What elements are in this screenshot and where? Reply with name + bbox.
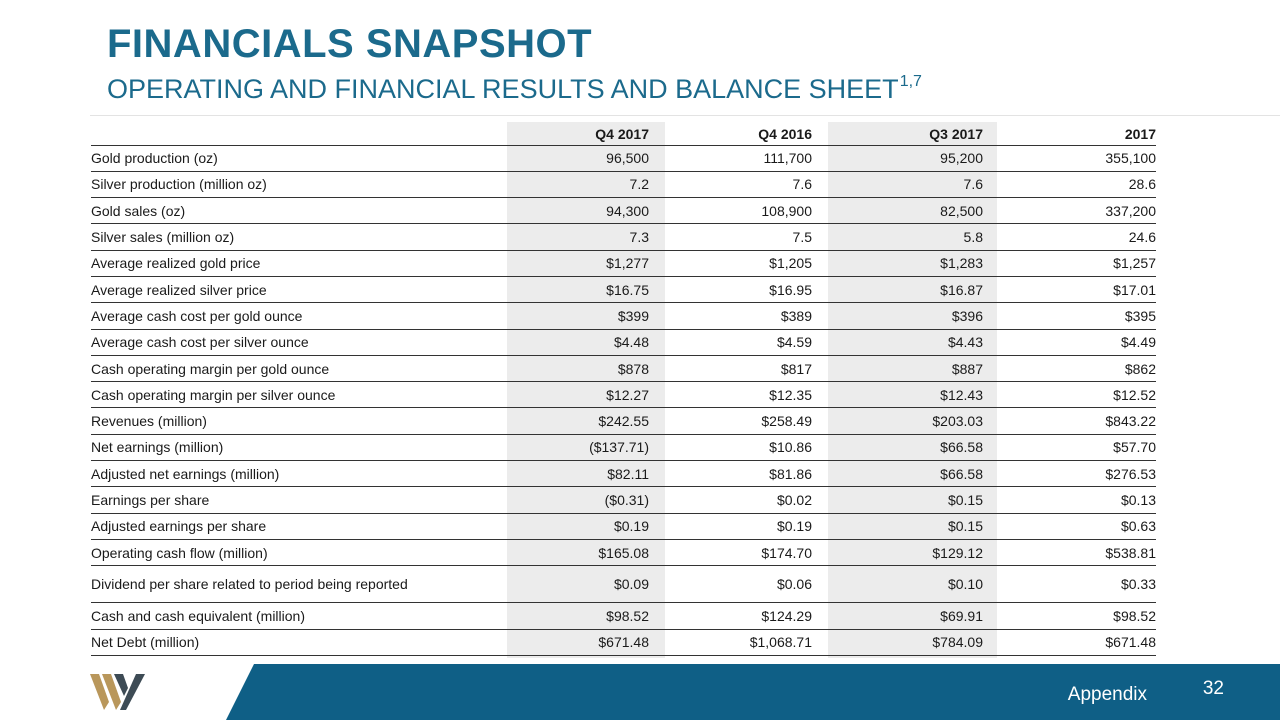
- cell-q4-2017: $878: [507, 355, 665, 381]
- cell-q4-2017: $0.09: [507, 566, 665, 603]
- cell-q3-2017: $396: [828, 303, 997, 329]
- row-label: Silver production (million oz): [91, 171, 507, 197]
- cell-2017: $671.48: [997, 629, 1156, 655]
- cell-q4-2017: $242.55: [507, 408, 665, 434]
- cell-2017: $1,257: [997, 250, 1156, 276]
- cell-q3-2017: $129.12: [828, 539, 997, 565]
- row-label: Average realized gold price: [91, 250, 507, 276]
- cell-q4-2017: $671.48: [507, 629, 665, 655]
- cell-2017: $12.52: [997, 382, 1156, 408]
- cell-2017: 24.6: [997, 224, 1156, 250]
- cell-2017: $276.53: [997, 461, 1156, 487]
- table-body: [91, 145, 1156, 655]
- cell-q4-2016: $16.95: [665, 276, 828, 302]
- cell-q3-2017: 82,500: [828, 198, 997, 224]
- table-header-row: [91, 122, 1156, 145]
- cell-q3-2017: $69.91: [828, 603, 997, 629]
- row-label: Average cash cost per gold ounce: [91, 303, 507, 329]
- table-row: [91, 224, 1156, 250]
- subtitle-text: OPERATING AND FINANCIAL RESULTS AND BALANCE SHEET: [107, 74, 899, 104]
- cell-q4-2016: $10.86: [665, 434, 828, 460]
- cell-2017: $0.33: [997, 566, 1156, 603]
- row-label: Cash operating margin per silver ounce: [91, 382, 507, 408]
- financials-table: [91, 122, 1156, 656]
- cell-q3-2017: $66.58: [828, 434, 997, 460]
- cell-q3-2017: $0.15: [828, 487, 997, 513]
- cell-2017: $98.52: [997, 603, 1156, 629]
- row-label: Operating cash flow (million): [91, 539, 507, 565]
- row-label: Cash operating margin per gold ounce: [91, 355, 507, 381]
- table-row: [91, 145, 1156, 171]
- slide-title: FINANCIALS SNAPSHOT: [107, 22, 593, 66]
- title-divider: [90, 115, 1280, 116]
- cell-q4-2016: 7.5: [665, 224, 828, 250]
- table-row: [91, 603, 1156, 629]
- row-label: Earnings per share: [91, 487, 507, 513]
- cell-q4-2017: 94,300: [507, 198, 665, 224]
- table-row: [91, 487, 1156, 513]
- cell-2017: 28.6: [997, 171, 1156, 197]
- table-row: [91, 276, 1156, 302]
- slide-subtitle: [107, 74, 922, 105]
- cell-q4-2016: $1,068.71: [665, 629, 828, 655]
- cell-q4-2017: $1,277: [507, 250, 665, 276]
- cell-q3-2017: $16.87: [828, 276, 997, 302]
- cell-q4-2017: ($0.31): [507, 487, 665, 513]
- table-row: [91, 329, 1156, 355]
- cell-q4-2017: $4.48: [507, 329, 665, 355]
- cell-q4-2016: $12.35: [665, 382, 828, 408]
- cell-q4-2016: 7.6: [665, 171, 828, 197]
- table-row: [91, 303, 1156, 329]
- row-label: Average cash cost per silver ounce: [91, 329, 507, 355]
- cell-q3-2017: 7.6: [828, 171, 997, 197]
- cell-q4-2016: 108,900: [665, 198, 828, 224]
- cell-q4-2017: $98.52: [507, 603, 665, 629]
- table-row: [91, 198, 1156, 224]
- row-label: Adjusted net earnings (million): [91, 461, 507, 487]
- row-label: Gold production (oz): [91, 145, 507, 171]
- footer-bar: [0, 664, 1280, 720]
- cell-q4-2017: 7.2: [507, 171, 665, 197]
- cell-q4-2017: $16.75: [507, 276, 665, 302]
- row-label: Silver sales (million oz): [91, 224, 507, 250]
- cell-2017: 337,200: [997, 198, 1156, 224]
- cell-2017: $862: [997, 355, 1156, 381]
- table-row: [91, 513, 1156, 539]
- cell-q4-2016: $0.06: [665, 566, 828, 603]
- cell-q3-2017: 95,200: [828, 145, 997, 171]
- cell-2017: 355,100: [997, 145, 1156, 171]
- cell-q4-2016: $0.19: [665, 513, 828, 539]
- cell-q4-2016: $124.29: [665, 603, 828, 629]
- row-label: Net earnings (million): [91, 434, 507, 460]
- table-row: [91, 434, 1156, 460]
- cell-q3-2017: $1,283: [828, 250, 997, 276]
- table-row: [91, 382, 1156, 408]
- column-header-2017: 2017: [997, 122, 1156, 145]
- cell-q4-2016: 111,700: [665, 145, 828, 171]
- cell-q3-2017: $0.10: [828, 566, 997, 603]
- table-row: [91, 461, 1156, 487]
- cell-q3-2017: $12.43: [828, 382, 997, 408]
- table-row: [91, 355, 1156, 381]
- cell-q3-2017: $0.15: [828, 513, 997, 539]
- cell-q4-2016: $258.49: [665, 408, 828, 434]
- cell-2017: $57.70: [997, 434, 1156, 460]
- table-row: [91, 171, 1156, 197]
- column-header-q4-2016: Q4 2016: [665, 122, 828, 145]
- cell-2017: $843.22: [997, 408, 1156, 434]
- cell-q4-2016: $4.59: [665, 329, 828, 355]
- cell-q4-2017: $12.27: [507, 382, 665, 408]
- table-row: [91, 566, 1156, 603]
- column-header-label: [91, 122, 507, 145]
- cell-q4-2016: $81.86: [665, 461, 828, 487]
- cell-q4-2017: 7.3: [507, 224, 665, 250]
- table-row: [91, 629, 1156, 655]
- cell-2017: $0.63: [997, 513, 1156, 539]
- cell-q4-2016: $174.70: [665, 539, 828, 565]
- cell-q4-2017: 96,500: [507, 145, 665, 171]
- row-label: Adjusted earnings per share: [91, 513, 507, 539]
- cell-q4-2017: $165.08: [507, 539, 665, 565]
- row-label: Average realized silver price: [91, 276, 507, 302]
- table-row: [91, 408, 1156, 434]
- cell-2017: $0.13: [997, 487, 1156, 513]
- row-label: Net Debt (million): [91, 629, 507, 655]
- cell-q4-2016: $0.02: [665, 487, 828, 513]
- cell-q3-2017: $66.58: [828, 461, 997, 487]
- cell-2017: $17.01: [997, 276, 1156, 302]
- cell-q4-2016: $1,205: [665, 250, 828, 276]
- cell-q3-2017: $4.43: [828, 329, 997, 355]
- page-number: 32: [1202, 678, 1224, 699]
- table-row: [91, 250, 1156, 276]
- row-label: Revenues (million): [91, 408, 507, 434]
- section-label: Appendix: [1067, 684, 1147, 705]
- cell-q4-2017: ($137.71): [507, 434, 665, 460]
- cell-q4-2017: $0.19: [507, 513, 665, 539]
- row-label: Dividend per share related to period being reported: [91, 566, 507, 603]
- cell-q4-2017: $82.11: [507, 461, 665, 487]
- subtitle-footnote-ref: 1,7: [899, 73, 922, 90]
- cell-q4-2016: $389: [665, 303, 828, 329]
- cell-2017: $4.49: [997, 329, 1156, 355]
- cell-q3-2017: 5.8: [828, 224, 997, 250]
- row-label: Gold sales (oz): [91, 198, 507, 224]
- cell-2017: $395: [997, 303, 1156, 329]
- cell-2017: $538.81: [997, 539, 1156, 565]
- cell-q3-2017: $784.09: [828, 629, 997, 655]
- cell-q4-2016: $817: [665, 355, 828, 381]
- column-header-q4-2017: Q4 2017: [507, 122, 665, 145]
- cell-q3-2017: $203.03: [828, 408, 997, 434]
- cell-q4-2017: $399: [507, 303, 665, 329]
- company-logo-icon: [90, 672, 146, 712]
- row-label: Cash and cash equivalent (million): [91, 603, 507, 629]
- column-header-q3-2017: Q3 2017: [828, 122, 997, 145]
- cell-q3-2017: $887: [828, 355, 997, 381]
- table-row: [91, 539, 1156, 565]
